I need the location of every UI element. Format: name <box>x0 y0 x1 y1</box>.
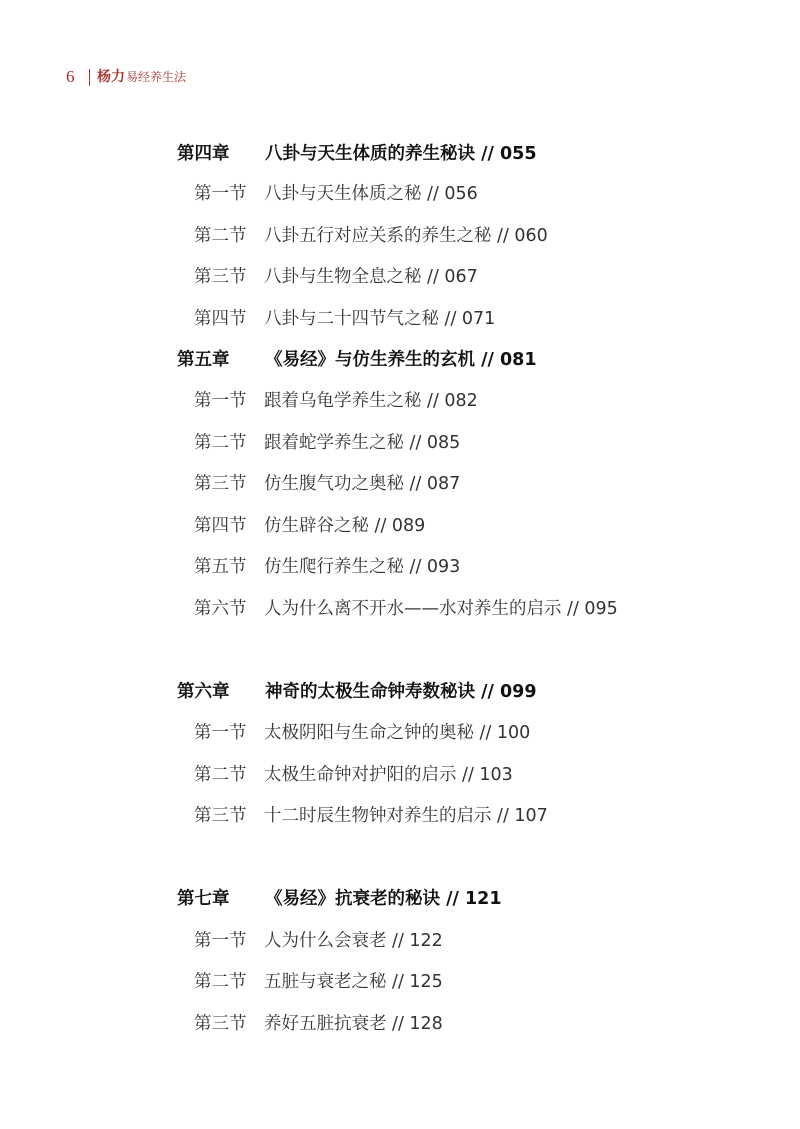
chapter-title: 神奇的太极生命钟寿数秘诀 // 099 <box>265 681 537 702</box>
section-title: 人为什么离不开水——水对养生的启示 // 095 <box>264 598 618 619</box>
section-title: 十二时辰生物钟对养生的启示 // 107 <box>264 805 548 826</box>
toc-section-entry[interactable] <box>194 550 460 580</box>
section-number: 第三节 <box>194 1013 247 1034</box>
section-title: 八卦与天生体质之秘 // 056 <box>264 183 478 204</box>
section-title: 仿生辟谷之秘 // 089 <box>264 515 426 536</box>
section-number: 第一节 <box>194 722 247 743</box>
toc-section-entry[interactable] <box>194 799 548 829</box>
chapter-number: 第四章 <box>177 143 230 164</box>
toc-section-entry[interactable] <box>194 302 495 332</box>
toc-section-entry[interactable] <box>194 219 548 249</box>
section-number: 第五节 <box>194 556 247 577</box>
section-number: 第四节 <box>194 515 247 536</box>
toc-section-entry[interactable] <box>194 260 478 290</box>
chapter-number: 第七章 <box>177 888 230 909</box>
toc-section-entry[interactable] <box>194 924 443 954</box>
section-title: 养好五脏抗衰老 // 128 <box>264 1013 443 1034</box>
section-title: 八卦五行对应关系的养生之秘 // 060 <box>264 225 548 246</box>
toc-section-entry[interactable] <box>194 965 443 995</box>
toc-section-entry[interactable] <box>194 758 513 788</box>
toc-chapter-heading[interactable] <box>177 675 537 705</box>
section-number: 第一节 <box>194 390 247 411</box>
chapter-title: 《易经》与仿生养生的玄机 // 081 <box>265 349 537 370</box>
toc-section-entry[interactable] <box>194 1007 443 1037</box>
page-number: 6 <box>66 67 75 86</box>
section-number: 第六节 <box>194 598 247 619</box>
toc-chapter-heading[interactable] <box>177 882 502 912</box>
toc-section-entry[interactable] <box>194 592 618 622</box>
section-number: 第三节 <box>194 805 247 826</box>
section-number: 第二节 <box>194 764 247 785</box>
chapter-title: 八卦与天生体质的养生秘诀 // 055 <box>265 143 537 164</box>
section-title: 仿生腹气功之奥秘 // 087 <box>264 473 461 494</box>
chapter-number: 第六章 <box>177 681 230 702</box>
section-title: 五脏与衰老之秘 // 125 <box>264 971 443 992</box>
section-number: 第一节 <box>194 183 247 204</box>
toc-section-entry[interactable] <box>194 426 460 456</box>
section-number: 第一节 <box>194 930 247 951</box>
section-number: 第四节 <box>194 308 247 329</box>
section-title: 跟着乌龟学养生之秘 // 082 <box>264 390 478 411</box>
toc-section-entry[interactable] <box>194 467 460 497</box>
section-title: 跟着蛇学养生之秘 // 085 <box>264 432 461 453</box>
section-title: 人为什么会衰老 // 122 <box>264 930 443 951</box>
toc-section-entry[interactable] <box>194 177 478 207</box>
chapter-title: 《易经》抗衰老的秘诀 // 121 <box>265 888 502 909</box>
toc-chapter-heading[interactable] <box>177 137 537 167</box>
section-title: 八卦与二十四节气之秘 // 071 <box>264 308 496 329</box>
section-number: 第三节 <box>194 473 247 494</box>
section-number: 第二节 <box>194 971 247 992</box>
toc-section-entry[interactable] <box>194 509 425 539</box>
section-title: 太极生命钟对护阳的启示 // 103 <box>264 764 513 785</box>
section-number: 第二节 <box>194 432 247 453</box>
section-title: 太极阴阳与生命之钟的奥秘 // 100 <box>264 722 531 743</box>
header-book-title: 易经养生法 <box>126 70 187 84</box>
section-number: 第三节 <box>194 266 247 287</box>
header-author: 杨力 <box>97 69 125 85</box>
section-title: 仿生爬行养生之秘 // 093 <box>264 556 461 577</box>
toc-chapter-heading[interactable] <box>177 343 537 373</box>
section-number: 第二节 <box>194 225 247 246</box>
section-title: 八卦与生物全息之秘 // 067 <box>264 266 478 287</box>
chapter-number: 第五章 <box>177 349 230 370</box>
toc-section-entry[interactable] <box>194 716 530 746</box>
toc-section-entry[interactable] <box>194 384 478 414</box>
